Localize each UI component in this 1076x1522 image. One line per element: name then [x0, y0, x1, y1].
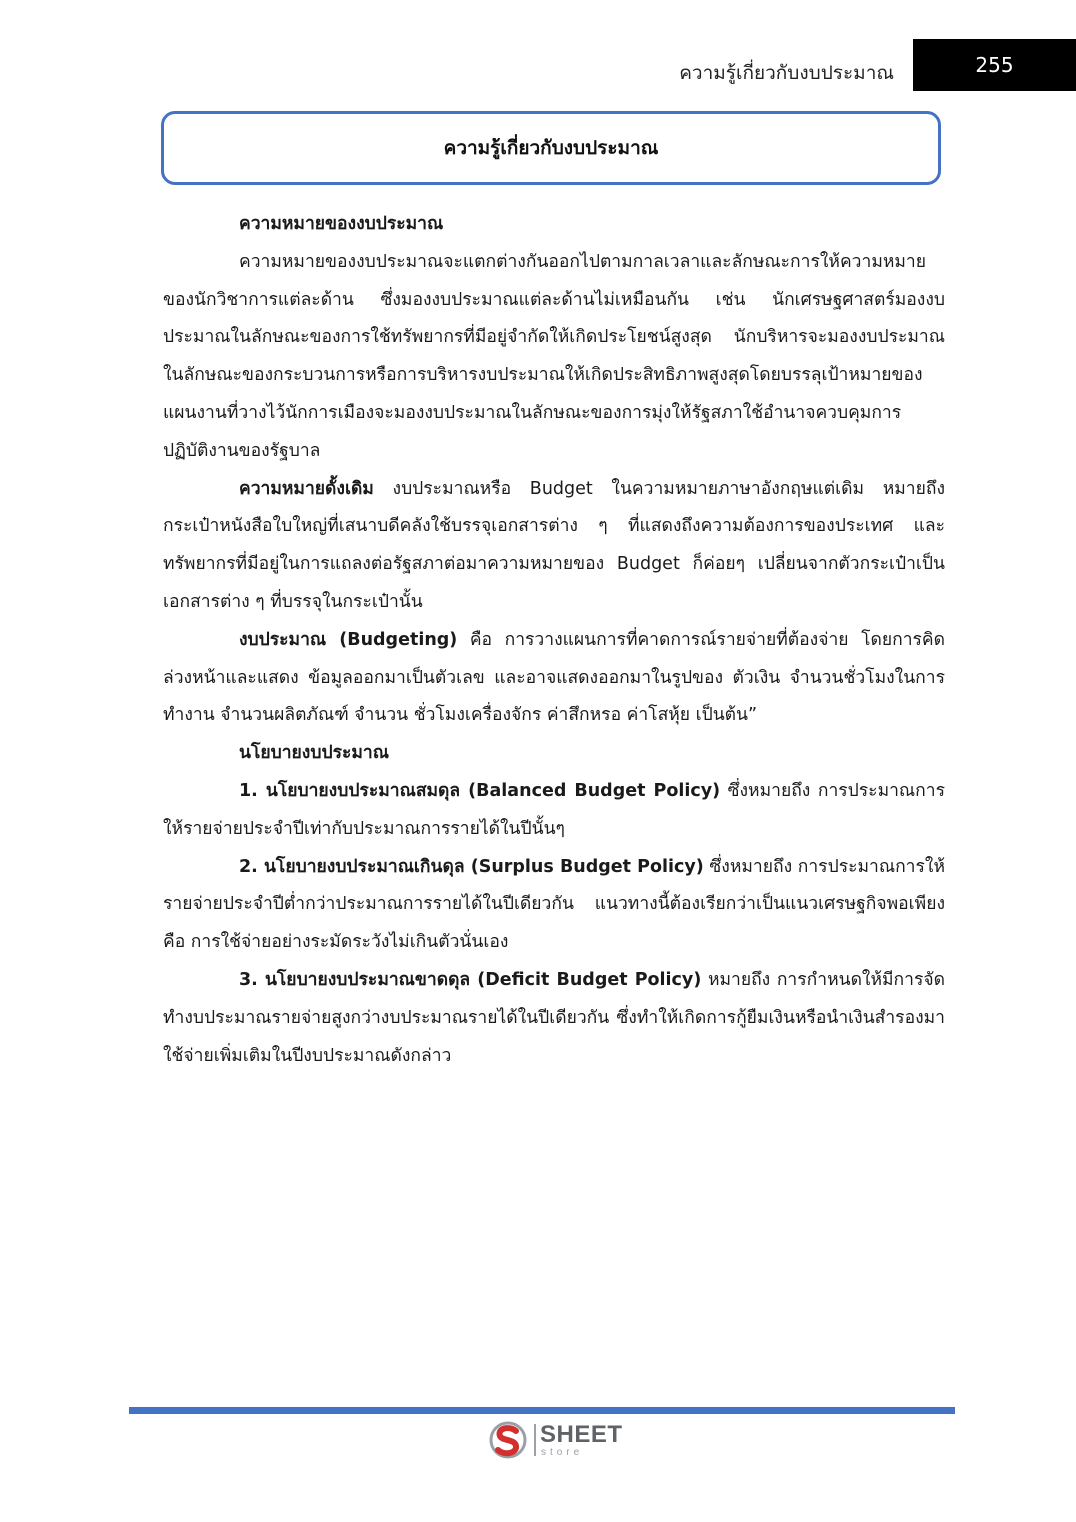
title-box	[161, 111, 941, 185]
page-number: 255	[975, 53, 1014, 77]
term-budgeting: งบประมาณ (Budgeting)	[239, 629, 458, 650]
running-header-title: ความรู้เกี่ยวกับงบประมาณ	[679, 62, 894, 84]
logo-mark-icon	[488, 1420, 528, 1460]
heading-meaning: ความหมายของงบประมาณ	[239, 214, 444, 234]
term-policy-2: 2. นโยบายงบประมาณเกินดุล (Surplus Budget Policy)	[239, 856, 704, 877]
paragraph-policy-3	[163, 962, 945, 1075]
term-policy-3: 3. นโยบายงบประมาณขาดดุล (Deficit Budget Policy)	[239, 969, 702, 990]
paragraph-policy-2	[163, 849, 945, 962]
text-policy-1: ซึ่งหมายถึง การประมาณการให้รายจ่ายประจำปีเท่ากับประมาณการรายได้ในปีนั้นๆ	[163, 780, 945, 839]
heading-policy: นโยบายงบประมาณ	[239, 743, 389, 764]
page-title: ความรู้เกี่ยวกับงบประมาณ	[443, 137, 659, 159]
text-policy-2: ซึ่งหมายถึง การประมาณการให้รายจ่ายประจำปีต่ำกว่าประมาณการรายได้ในปีเดียวกัน แนวทางนี้ต้องเรียกว่าเป็นแนวเศรษฐกิจพอเพียง คือ การใช้จ่ายอย่างระมัดระวังไม่เกินตัวนั่นเอง	[163, 856, 945, 953]
sheet-store-logo	[488, 1420, 628, 1460]
paragraph-traditional	[163, 471, 945, 622]
text-traditional: งบประมาณหรือ Budget ในความหมายภาษาอังกฤษแต่เดิม หมายถึงกระเป๋าหนังสือใบใหญ่ที่เสนาบดีคลังใช้บรรจุเอกสารต่าง ๆ ที่แสดงถึงความต้องการของประเทศ และทรัพยากรที่มีอยู่ในการแถลงต่อรัฐสภาต่อมาความหมายของ Budget ก็ค่อยๆ เปลี่ยนจากตัวกระเป๋าเป็นเอกสารต่าง ๆ ที่บรรจุในกระเป๋านั้น	[163, 478, 945, 612]
logo-divider	[534, 1424, 536, 1456]
paragraph-budgeting	[163, 622, 945, 735]
logo-subtext: store	[541, 1447, 584, 1458]
logo-text: SHEET	[540, 1421, 623, 1448]
term-traditional: ความหมายดั้งเดิม	[239, 478, 374, 499]
paragraph-policy-1	[163, 773, 945, 849]
footer-divider	[129, 1407, 955, 1414]
term-policy-1: 1. นโยบายงบประมาณสมดุล (Balanced Budget Policy)	[239, 780, 721, 801]
page-number-box	[913, 39, 1076, 91]
paragraph-meaning: ความหมายของงบประมาณจะแตกต่างกันออกไปตามกาลเวลาและลักษณะการให้ความหมายของนักวิชาการแต่ละด้าน ซึ่งมองงบประมาณแต่ละด้านไม่เหมือนกัน เช่น นักเศรษฐศาสตร์มองงบประมาณในลักษณะของการใช้ทรัพยากรที่มีอยู่จำกัดให้เกิดประโยชน์สูงสุด นักบริหารจะมองงบประมาณในลักษณะของกระบวนการหรือการบริหารงบประมาณให้เกิดประสิทธิภาพสูงสุดโดยบรรลุเป้าหมายของแผนงานที่วางไว้นักการเมืองจะมองงบประมาณในลักษณะของการมุ่งให้รัฐสภาใช้อำนาจควบคุมการปฏิบัติงานของรัฐบาล	[163, 251, 945, 461]
document-body	[163, 206, 945, 1075]
text-budgeting: คือ การวางแผนการที่คาดการณ์รายจ่ายที่ต้องจ่าย โดยการคิดล่วงหน้าและแสดง ข้อมูลออกมาเป็นตัวเลข และอาจแสดงออกมาในรูปของ ตัวเงิน จำนวนชั่วโมงในการทำงาน จำนวนผลิตภัณฑ์ จำนวน ชั่วโมงเครื่องจักร ค่าสึกหรอ ค่าโสหุ้ย เป็นต้น”	[163, 629, 945, 726]
text-policy-3: หมายถึง การกำหนดให้มีการจัดทำงบประมาณรายจ่ายสูงกว่างบประมาณรายได้ในปีเดียวกัน ซึ่งทำให้เกิดการกู้ยืมเงินหรือนำเงินสำรองมาใช้จ่ายเพิ่มเติมในปีงบประมาณดังกล่าว	[163, 969, 945, 1066]
